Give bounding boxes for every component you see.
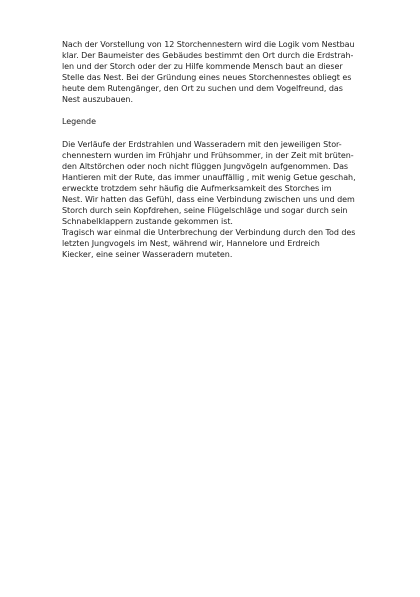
text-line: Hantieren mit der Rute, das immer unauffällig , mit wenig Getue geschah,	[62, 173, 356, 182]
text-line: den Altstörchen oder noch nicht flüggen Jungvögeln aufgenommen. Das	[62, 162, 349, 171]
text-line: klar. Der Baumeister des Gebäudes bestimmt den Ort durch die Erdstrah-	[62, 51, 354, 60]
legend-heading-text: Legende	[62, 117, 96, 126]
text-line: Nest auszubauen.	[62, 95, 133, 104]
legend-heading	[62, 116, 384, 127]
text-line: Storch durch sein Kopfdrehen, seine Flügelschläge und sogar durch sein	[62, 206, 348, 215]
intro-paragraph	[62, 39, 384, 105]
legend-paragraph	[62, 139, 384, 260]
text-line: letzten Jungvogels im Nest, während wir, Hannelore und Erdreich	[62, 239, 320, 248]
text-line: Stelle das Nest. Bei der Gründung eines neues Storchennestes obliegt es	[62, 73, 352, 82]
text-line: heute dem Rutengänger, den Ort zu suchen und dem Vogelfreund, das	[62, 84, 343, 93]
text-line: Nest. Wir hatten das Gefühl, dass eine Verbindung zwischen uns und dem	[62, 195, 355, 204]
text-line: Tragisch war einmal die Unterbrechung der Verbindung durch den Tod des	[62, 228, 356, 237]
text-line: chennestern wurden im Frühjahr und Frühsommer, in der Zeit mit brüten-	[62, 151, 354, 160]
text-line: Kiecker, eine seiner Wasseradern muteten.	[62, 250, 233, 259]
text-line: len und der Storch oder der zu Hilfe kommende Mensch baut an dieser	[62, 62, 343, 71]
text-line: Die Verläufe der Erdstrahlen und Wasseradern mit den jeweiligen Stor-	[62, 140, 342, 149]
text-line: erweckte trotzdem sehr häufig die Aufmerksamkeit des Storches im	[62, 184, 332, 193]
text-line: Nach der Vorstellung von 12 Storchennestern wird die Logik vom Nestbau	[62, 40, 355, 49]
text-line: Schnabelklappern zustande gekommen ist.	[62, 217, 233, 226]
